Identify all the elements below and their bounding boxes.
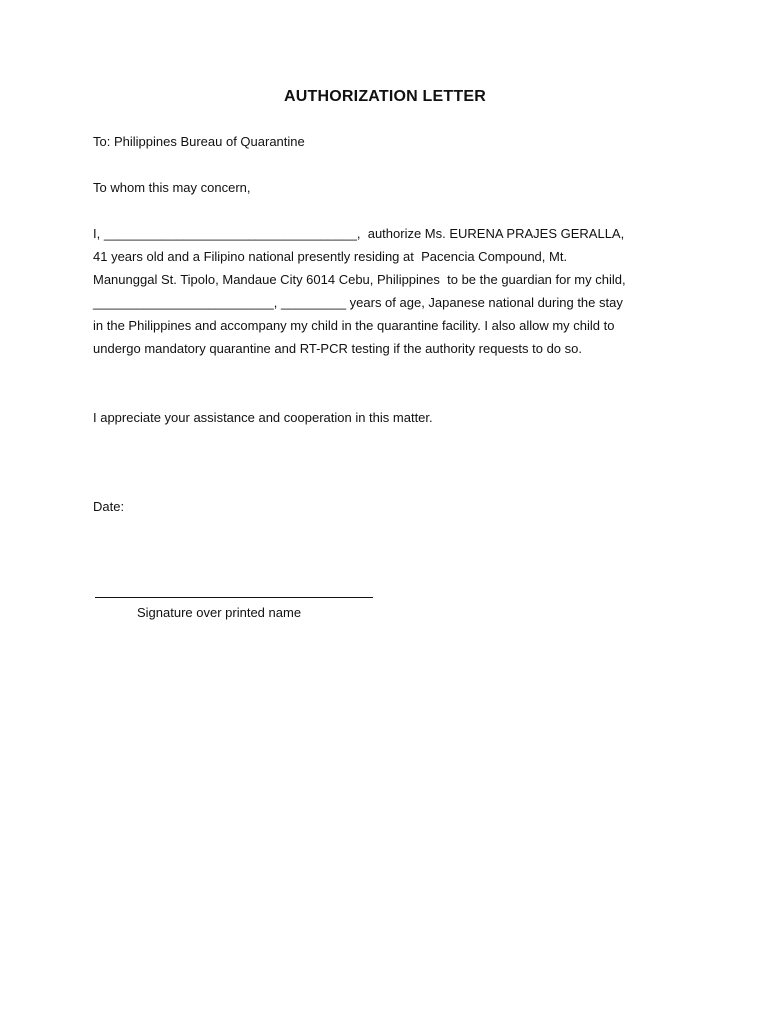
- recipient-line: To: Philippines Bureau of Quarantine: [93, 134, 305, 149]
- signature-caption: Signature over printed name: [137, 605, 302, 620]
- body-line: undergo mandatory quarantine and RT-PCR testing if the authority requests to do so.: [93, 341, 582, 356]
- body-line: in the Philippines and accompany my child in the quarantine facility. I also allow my child to: [93, 318, 615, 333]
- body-paragraph: [93, 222, 693, 360]
- letter-title: AUTHORIZATION LETTER: [284, 88, 486, 105]
- body-line: Manunggal St. Tipolo, Mandaue City 6014 Cebu, Philippines to be the guardian for my child,: [93, 272, 626, 287]
- signature-line: [95, 597, 373, 598]
- body-line: 41 years old and a Filipino national presently residing at Pacencia Compound, Mt.: [93, 249, 568, 264]
- body-line: I, ___________________________________, authorize Ms. EURENA PRAJES GERALLA,: [93, 226, 625, 241]
- date-label: Date:: [93, 499, 125, 514]
- salutation-line: To whom this may concern,: [93, 180, 251, 195]
- body-line: _________________________, _________ years of age, Japanese national during the stay: [93, 295, 623, 310]
- closing-line: I appreciate your assistance and cooperation in this matter.: [93, 410, 433, 425]
